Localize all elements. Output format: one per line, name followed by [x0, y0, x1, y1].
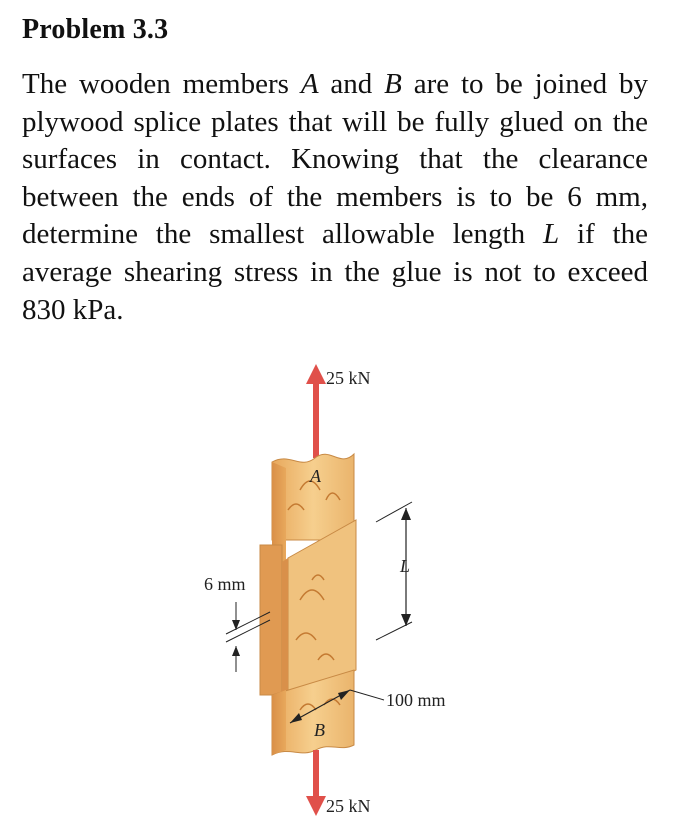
- top-force-label: 25 kN: [326, 368, 371, 388]
- label-a: A: [310, 466, 321, 486]
- splice-diagram: [0, 350, 698, 840]
- bottom-force-arrow: [306, 750, 326, 816]
- problem-title: Problem 3.3: [22, 14, 169, 45]
- clearance-label: 6 mm: [204, 574, 246, 594]
- member-a-ref: A: [300, 68, 319, 100]
- bottom-force-label: 25 kN: [326, 796, 371, 816]
- splice-figure: [0, 350, 698, 840]
- top-force-arrow: [306, 364, 326, 458]
- length-l-ref: L: [542, 218, 560, 251]
- width-label: 100 mm: [386, 690, 446, 710]
- label-b: B: [314, 720, 325, 740]
- label-l: L: [400, 556, 411, 576]
- problem-statement: The wooden members A and B are to be joined by plywood splice plates that will be fully glued on the surfaces in contact. Knowing that the clearance between the ends of the members is to be 6 mm, determine the smallest allowable length L if the average shearing stress in the glue is not to exceed 830 kPa.: [22, 68, 649, 326]
- splice-plate-back: [260, 545, 282, 695]
- member-b-ref: B: [384, 68, 402, 100]
